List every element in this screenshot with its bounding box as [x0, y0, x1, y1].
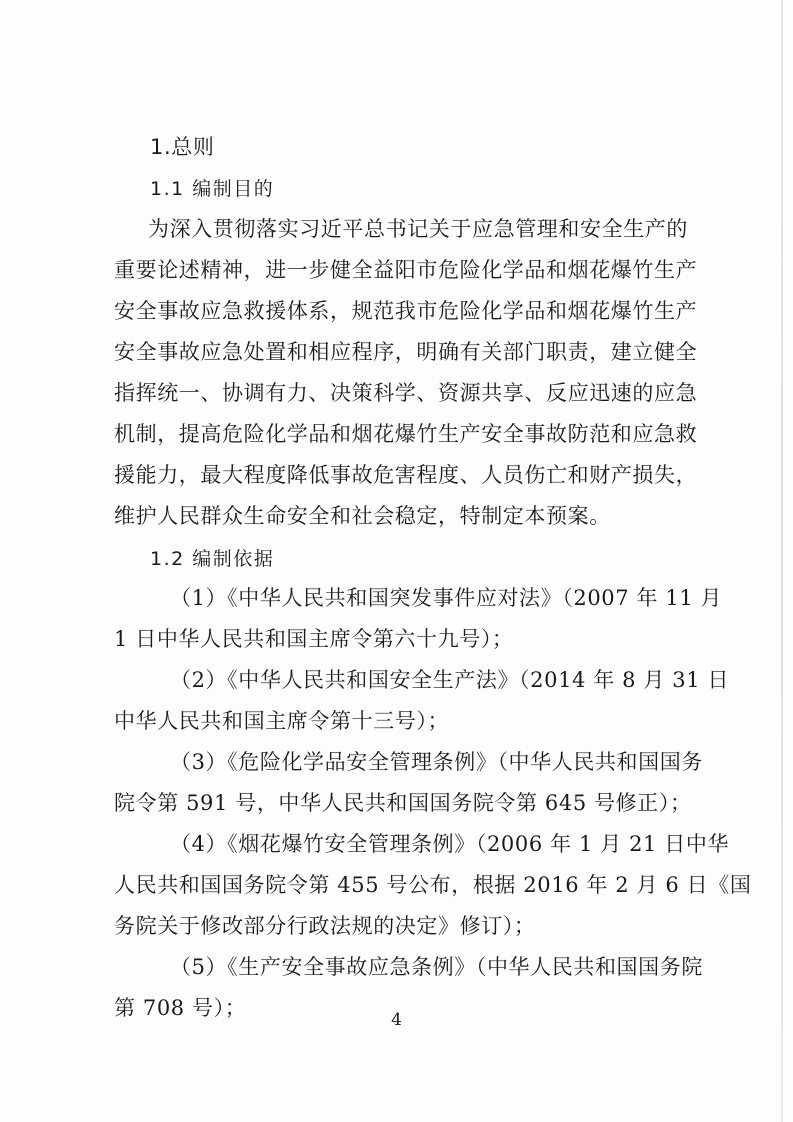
basis-item-5-line1: （5）《生产安全事故应急条例》（中华人民共和国国务院 — [170, 955, 703, 979]
page-number: 4 — [391, 1010, 402, 1030]
purpose-line: 机制，提高危险化学品和烟花爆竹生产安全事故防范和应急救 — [114, 422, 698, 446]
basis-item-4-line2: 人民共和国国务院令第 455 号公布，根据 2016 年 2 月 6 日《国 — [114, 873, 752, 897]
basis-item-5-line2: 第 708 号）； — [114, 996, 247, 1020]
basis-item-2-line2: 中华人民共和国主席令第十三号）； — [114, 709, 450, 733]
section-heading-general: 1.总则 — [150, 135, 215, 159]
section-heading-purpose: 1.1 编制目的 — [150, 178, 275, 200]
basis-item-2-line1: （2）《中华人民共和国安全生产法》（2014 年 8 月 31 日 — [170, 668, 730, 692]
purpose-line: 援能力，最大程度降低事故危害程度、人员伤亡和财产损失， — [114, 463, 698, 487]
basis-item-1-line1: （1）《中华人民共和国突发事件应对法》（2007 年 11 月 — [170, 586, 723, 610]
section-heading-basis: 1.2 编制依据 — [150, 548, 275, 570]
basis-item-1-line2: 1 日中华人民共和国主席令第六十九号）； — [114, 627, 514, 651]
basis-item-3-line2: 院令第 591 号，中华人民共和国国务院令第 645 号修正）； — [114, 791, 692, 815]
purpose-line: 安全事故应急处置和相应程序，明确有关部门职责，建立健全 — [114, 340, 698, 364]
scan-edge — [781, 0, 783, 1122]
purpose-line: 维护人民群众生命安全和社会稳定，特制定本预案。 — [114, 504, 611, 528]
basis-item-4-line3: 务院关于修改部分行政法规的决定》修订）； — [114, 914, 536, 938]
purpose-line: 安全事故应急救援体系，规范我市危险化学品和烟花爆竹生产 — [114, 299, 698, 323]
purpose-line: 重要论述精神，进一步健全益阳市危险化学品和烟花爆竹生产 — [114, 258, 698, 282]
basis-item-3-line1: （3）《危险化学品安全管理条例》（中华人民共和国国务 — [170, 750, 703, 774]
basis-item-4-line1: （4）《烟花爆竹安全管理条例》（2006 年 1 月 21 日中华 — [170, 832, 730, 856]
purpose-line: 为深入贯彻落实习近平总书记关于应急管理和安全生产的 — [148, 217, 688, 241]
purpose-line: 指挥统一、协调有力、决策科学、资源共享、反应迅速的应急 — [114, 381, 698, 405]
